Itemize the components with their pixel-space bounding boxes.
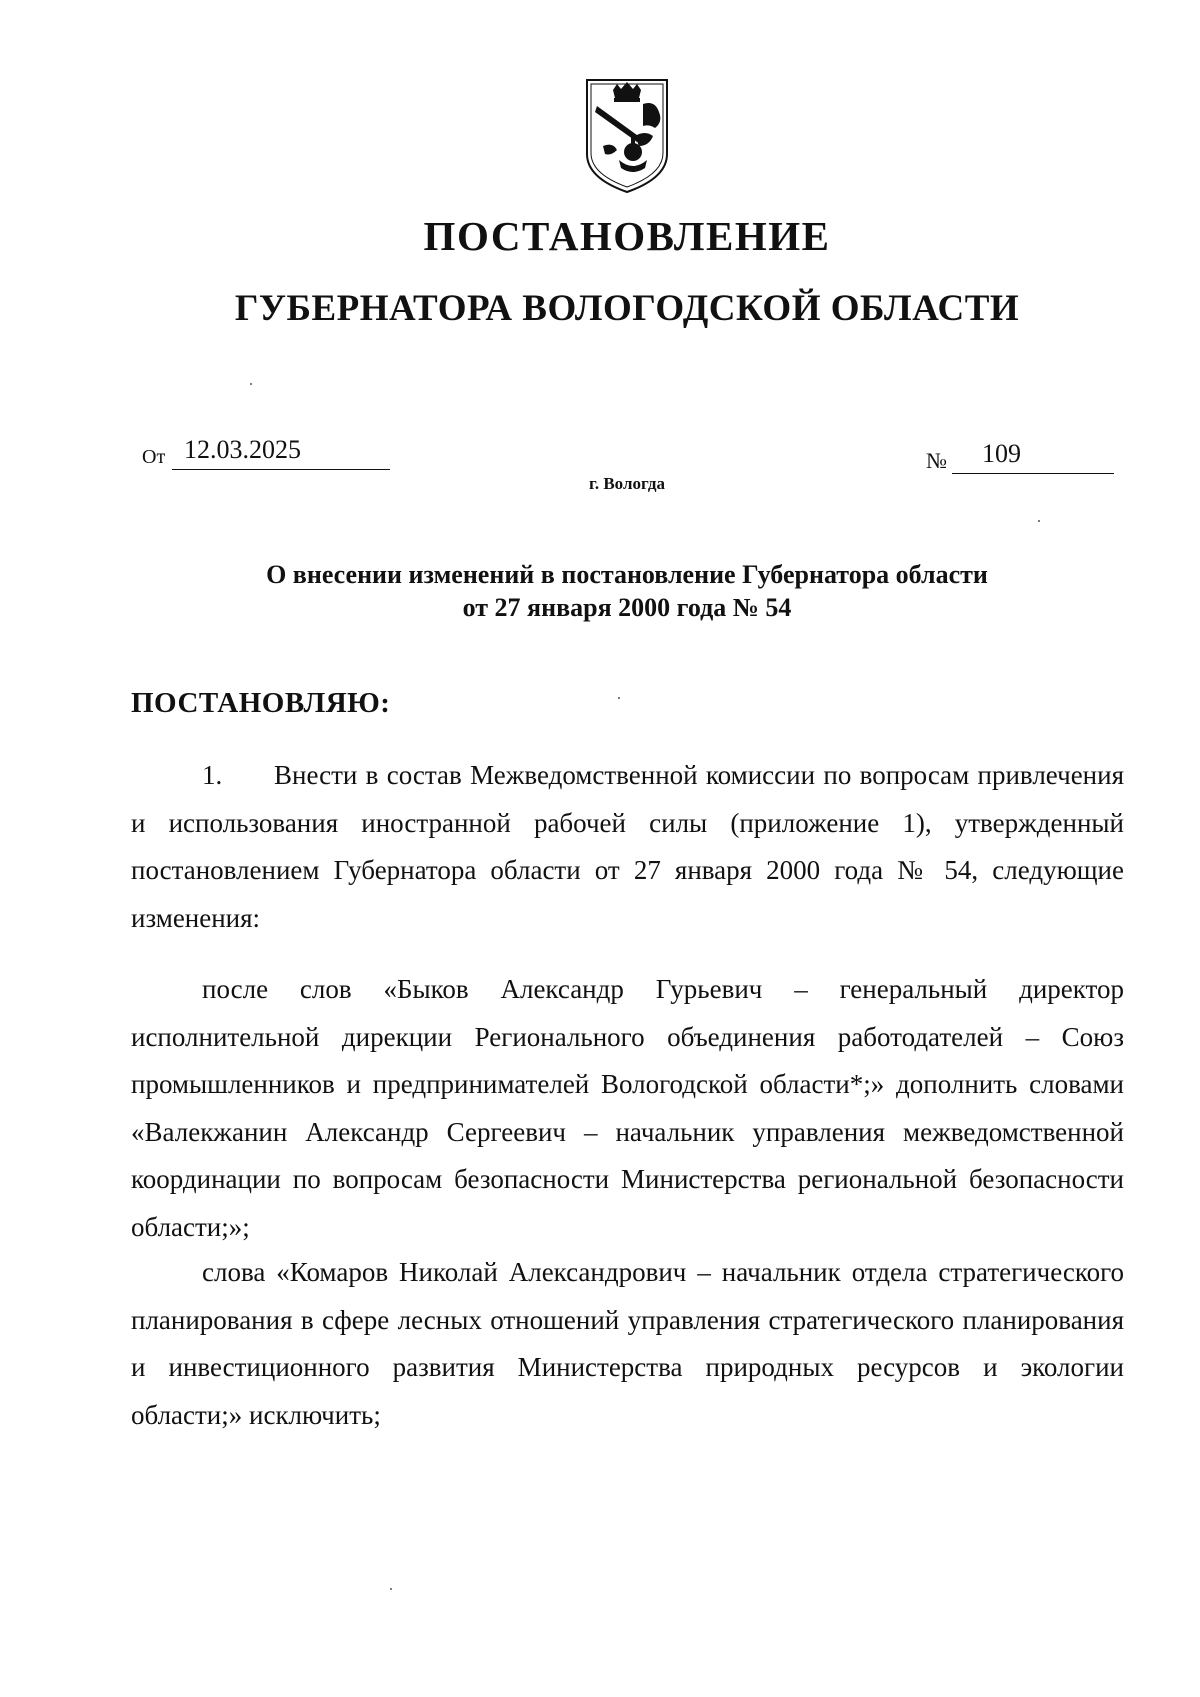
paragraph-3 — [131, 1249, 1124, 1439]
paragraph-2-text: после слов «Быков Александр Гурьевич – генеральный директор исполнительной дирекции Регионального объединения работодателей – Союз промышленников и предпринимателей Вологодской области*;» дополнить словами «Валекжанин Александр Сергеевич – начальник управления межведомственной координации по вопросам безопасности Министерства региональной безопасности области;»; — [131, 974, 1124, 1242]
paragraph-3-text: слова «Комаров Николай Александрович – начальник отдела стратегического планирования в сфере лесных отношений управления стратегического планирования и инвестиционного развития Министерства природных ресурсов и экологии области;» исключить; — [131, 1257, 1124, 1430]
city-label: г. Вологда — [589, 474, 665, 493]
number-prefix: № — [926, 448, 947, 473]
decree-word: ПОСТАНОВЛЯЮ: — [131, 687, 391, 719]
vologda-coat-of-arms-icon — [583, 76, 671, 196]
document-number: 109 — [952, 436, 1114, 474]
subject-line-1: О внесении изменений в постановление Губернатора области — [266, 560, 988, 589]
document-date: 12.03.2025 — [172, 434, 390, 470]
document-subtitle: ГУБЕРНАТОРА ВОЛОГОДСКОЙ ОБЛАСТИ — [234, 288, 1020, 329]
paragraph-1 — [131, 752, 1124, 942]
item-number: 1. — [202, 760, 223, 790]
scan-speck — [618, 697, 620, 699]
subject-line-2: от 27 января 2000 года № 54 — [462, 593, 792, 622]
paragraph-2 — [131, 966, 1124, 1251]
paragraph-1-text: Внести в состав Межведомственной комиссии по вопросам привлечения и использования иностранной рабочей силы (приложение 1), утвержденный постановлением Губернатора области от 27 января 2000 года № 54, следующие изменения: — [131, 760, 1124, 933]
date-number-row — [0, 435, 1200, 478]
scan-speck — [250, 383, 252, 385]
date-prefix: От — [142, 446, 166, 468]
scan-speck — [390, 1588, 392, 1590]
scan-speck — [1038, 520, 1040, 522]
document-title: ПОСТАНОВЛЕНИЕ — [423, 213, 831, 259]
document-subject — [0, 558, 1200, 624]
